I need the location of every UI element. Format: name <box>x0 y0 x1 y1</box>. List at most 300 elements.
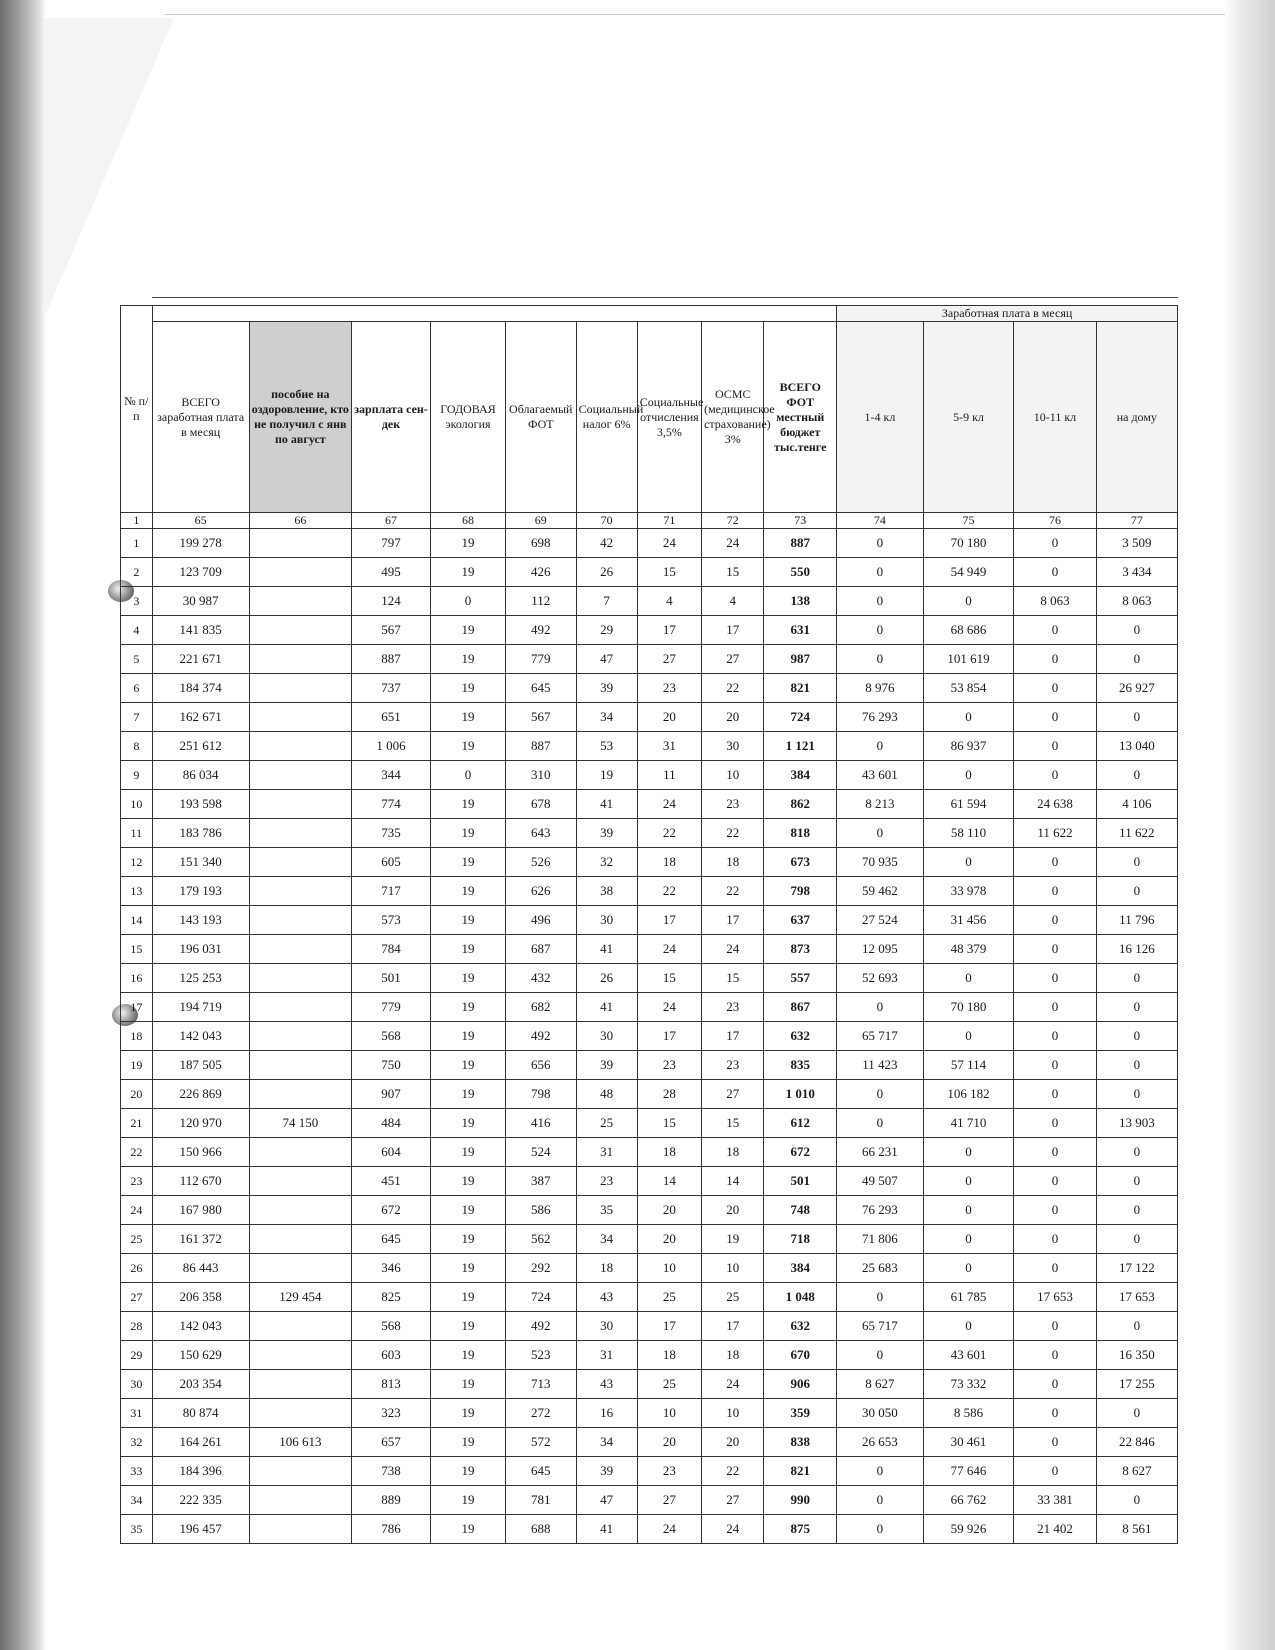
cell-osms: 17 <box>702 616 764 645</box>
cell-total-fot: 501 <box>764 1167 837 1196</box>
cell-annual-ecology: 19 <box>431 703 506 732</box>
col-header-no: № п/п <box>121 306 153 513</box>
table-row <box>121 645 1178 674</box>
cell-taxable-fot: 645 <box>505 1457 576 1486</box>
cell-home: 13 040 <box>1096 732 1177 761</box>
cell-benefit <box>249 1080 351 1109</box>
cell-grades-5-9: 0 <box>923 1254 1014 1283</box>
cell-home: 26 927 <box>1096 674 1177 703</box>
cell-social-tax: 43 <box>576 1283 637 1312</box>
cell-social-tax: 39 <box>576 819 637 848</box>
cell-row-no: 11 <box>121 819 153 848</box>
cell-social-tax: 32 <box>576 848 637 877</box>
cell-osms: 24 <box>702 935 764 964</box>
cell-benefit <box>249 790 351 819</box>
cell-home: 3 434 <box>1096 558 1177 587</box>
cell-benefit <box>249 1486 351 1515</box>
cell-benefit <box>249 1399 351 1428</box>
cell-grades-10-11: 33 381 <box>1014 1486 1096 1515</box>
cell-benefit <box>249 558 351 587</box>
cell-home: 3 509 <box>1096 529 1177 558</box>
cell-taxable-fot: 798 <box>505 1080 576 1109</box>
cell-benefit <box>249 935 351 964</box>
cell-grades-1-4: 65 717 <box>837 1312 923 1341</box>
table-row <box>121 558 1178 587</box>
cell-home: 17 255 <box>1096 1370 1177 1399</box>
col-header-taxable-fot: Облагаемый ФОТ <box>505 322 576 513</box>
cell-total-salary: 183 786 <box>152 819 249 848</box>
cell-social-tax: 18 <box>576 1254 637 1283</box>
cell-social-contrib: 31 <box>637 732 701 761</box>
cell-taxable-fot: 567 <box>505 703 576 732</box>
cell-grades-10-11: 0 <box>1014 732 1096 761</box>
cell-grades-1-4: 66 231 <box>837 1138 923 1167</box>
cell-home: 4 106 <box>1096 790 1177 819</box>
cell-social-contrib: 27 <box>637 645 701 674</box>
col-header-grades-10-11: 10-11 кл <box>1014 322 1096 513</box>
cell-taxable-fot: 562 <box>505 1225 576 1254</box>
cell-total-salary: 222 335 <box>152 1486 249 1515</box>
cell-taxable-fot: 645 <box>505 674 576 703</box>
cell-taxable-fot: 272 <box>505 1399 576 1428</box>
cell-grades-1-4: 0 <box>837 587 923 616</box>
cell-total-salary: 30 987 <box>152 587 249 616</box>
cell-osms: 10 <box>702 761 764 790</box>
cell-annual-ecology: 19 <box>431 848 506 877</box>
cell-social-contrib: 20 <box>637 1428 701 1457</box>
cell-salary-sep-dec: 568 <box>351 1022 430 1051</box>
cell-benefit <box>249 645 351 674</box>
cell-grades-5-9: 73 332 <box>923 1370 1014 1399</box>
cell-row-no: 6 <box>121 674 153 703</box>
column-number-row <box>121 513 1178 529</box>
cell-osms: 18 <box>702 1138 764 1167</box>
cell-total-fot: 670 <box>764 1341 837 1370</box>
table-row <box>121 819 1178 848</box>
page-fold-corner <box>44 18 174 318</box>
cell-osms: 22 <box>702 877 764 906</box>
cell-row-no: 8 <box>121 732 153 761</box>
cell-total-fot: 1 010 <box>764 1080 837 1109</box>
table-row <box>121 1080 1178 1109</box>
cell-taxable-fot: 492 <box>505 616 576 645</box>
cell-social-contrib: 24 <box>637 993 701 1022</box>
cell-salary-sep-dec: 605 <box>351 848 430 877</box>
cell-row-no: 28 <box>121 1312 153 1341</box>
cell-grades-10-11: 11 622 <box>1014 819 1096 848</box>
cell-home: 13 903 <box>1096 1109 1177 1138</box>
cell-annual-ecology: 19 <box>431 993 506 1022</box>
cell-taxable-fot: 112 <box>505 587 576 616</box>
cell-grades-5-9: 57 114 <box>923 1051 1014 1080</box>
cell-total-salary: 120 970 <box>152 1109 249 1138</box>
cell-benefit <box>249 674 351 703</box>
cell-social-contrib: 17 <box>637 906 701 935</box>
cell-salary-sep-dec: 717 <box>351 877 430 906</box>
cell-grades-1-4: 0 <box>837 819 923 848</box>
cell-taxable-fot: 586 <box>505 1196 576 1225</box>
cell-grades-10-11: 0 <box>1014 1196 1096 1225</box>
cell-total-salary: 193 598 <box>152 790 249 819</box>
cell-grades-1-4: 76 293 <box>837 1196 923 1225</box>
cell-grades-10-11: 0 <box>1014 761 1096 790</box>
cell-salary-sep-dec: 738 <box>351 1457 430 1486</box>
cell-row-no: 29 <box>121 1341 153 1370</box>
cell-taxable-fot: 643 <box>505 819 576 848</box>
cell-social-contrib: 4 <box>637 587 701 616</box>
col-header-annual-ecology: ГОДОВАЯ экология <box>431 322 506 513</box>
cell-grades-1-4: 12 095 <box>837 935 923 964</box>
table-row <box>121 1486 1178 1515</box>
cell-grades-1-4: 0 <box>837 1457 923 1486</box>
cell-row-no: 18 <box>121 1022 153 1051</box>
cell-annual-ecology: 19 <box>431 906 506 935</box>
header-blank-group <box>152 306 837 322</box>
cell-annual-ecology: 0 <box>431 587 506 616</box>
column-number: 70 <box>576 513 637 529</box>
cell-total-fot: 875 <box>764 1515 837 1544</box>
cell-home: 0 <box>1096 1486 1177 1515</box>
cell-taxable-fot: 781 <box>505 1486 576 1515</box>
col-header-benefit: пособие на оздоровление, кто не получил с янв по август <box>249 322 351 513</box>
cell-taxable-fot: 626 <box>505 877 576 906</box>
cell-social-tax: 53 <box>576 732 637 761</box>
cell-social-tax: 26 <box>576 558 637 587</box>
cell-row-no: 20 <box>121 1080 153 1109</box>
cell-total-fot: 637 <box>764 906 837 935</box>
cell-taxable-fot: 387 <box>505 1167 576 1196</box>
cell-home: 0 <box>1096 877 1177 906</box>
cell-row-no: 35 <box>121 1515 153 1544</box>
cell-social-tax: 34 <box>576 1225 637 1254</box>
cell-social-contrib: 24 <box>637 529 701 558</box>
cell-annual-ecology: 19 <box>431 1370 506 1399</box>
cell-benefit <box>249 1370 351 1399</box>
salary-table <box>120 305 1178 1544</box>
table-row <box>121 1341 1178 1370</box>
cell-grades-1-4: 8 627 <box>837 1370 923 1399</box>
cell-osms: 15 <box>702 558 764 587</box>
cell-taxable-fot: 526 <box>505 848 576 877</box>
column-number: 75 <box>923 513 1014 529</box>
cell-social-tax: 41 <box>576 1515 637 1544</box>
cell-taxable-fot: 656 <box>505 1051 576 1080</box>
cell-annual-ecology: 19 <box>431 1138 506 1167</box>
cell-home: 0 <box>1096 1138 1177 1167</box>
cell-grades-5-9: 31 456 <box>923 906 1014 935</box>
cell-social-tax: 30 <box>576 1312 637 1341</box>
table-row <box>121 1370 1178 1399</box>
cell-row-no: 30 <box>121 1370 153 1399</box>
cell-row-no: 15 <box>121 935 153 964</box>
cell-annual-ecology: 19 <box>431 1167 506 1196</box>
cell-grades-5-9: 66 762 <box>923 1486 1014 1515</box>
cell-taxable-fot: 524 <box>505 1138 576 1167</box>
cell-osms: 24 <box>702 529 764 558</box>
cell-total-fot: 906 <box>764 1370 837 1399</box>
cell-benefit: 106 613 <box>249 1428 351 1457</box>
salary-table-container <box>120 305 1178 1544</box>
cell-grades-5-9: 0 <box>923 761 1014 790</box>
cell-annual-ecology: 19 <box>431 645 506 674</box>
cell-total-salary: 194 719 <box>152 993 249 1022</box>
cell-osms: 17 <box>702 1022 764 1051</box>
cell-total-fot: 384 <box>764 1254 837 1283</box>
cell-taxable-fot: 572 <box>505 1428 576 1457</box>
cell-social-tax: 23 <box>576 1167 637 1196</box>
cell-total-fot: 867 <box>764 993 837 1022</box>
cell-osms: 22 <box>702 674 764 703</box>
cell-grades-10-11: 21 402 <box>1014 1515 1096 1544</box>
cell-grades-1-4: 43 601 <box>837 761 923 790</box>
cell-grades-5-9: 30 461 <box>923 1428 1014 1457</box>
cell-total-salary: 221 671 <box>152 645 249 674</box>
cell-grades-10-11: 0 <box>1014 848 1096 877</box>
cell-grades-10-11: 0 <box>1014 877 1096 906</box>
cell-row-no: 9 <box>121 761 153 790</box>
cell-row-no: 23 <box>121 1167 153 1196</box>
cell-annual-ecology: 19 <box>431 1341 506 1370</box>
cell-social-contrib: 23 <box>637 1457 701 1486</box>
cell-benefit <box>249 877 351 906</box>
column-number: 72 <box>702 513 764 529</box>
cell-total-salary: 143 193 <box>152 906 249 935</box>
cell-grades-5-9: 0 <box>923 1138 1014 1167</box>
cell-social-contrib: 15 <box>637 1109 701 1138</box>
cell-salary-sep-dec: 568 <box>351 1312 430 1341</box>
cell-social-tax: 41 <box>576 993 637 1022</box>
cell-total-salary: 164 261 <box>152 1428 249 1457</box>
table-row <box>121 1515 1178 1544</box>
cell-grades-5-9: 41 710 <box>923 1109 1014 1138</box>
cell-total-fot: 718 <box>764 1225 837 1254</box>
cell-row-no: 10 <box>121 790 153 819</box>
cell-total-salary: 206 358 <box>152 1283 249 1312</box>
cell-total-fot: 672 <box>764 1138 837 1167</box>
cell-home: 0 <box>1096 761 1177 790</box>
cell-grades-1-4: 0 <box>837 1486 923 1515</box>
cell-taxable-fot: 292 <box>505 1254 576 1283</box>
cell-salary-sep-dec: 346 <box>351 1254 430 1283</box>
cell-osms: 17 <box>702 1312 764 1341</box>
cell-annual-ecology: 19 <box>431 674 506 703</box>
cell-total-salary: 142 043 <box>152 1022 249 1051</box>
cell-social-contrib: 24 <box>637 1515 701 1544</box>
cell-social-tax: 35 <box>576 1196 637 1225</box>
table-row <box>121 993 1178 1022</box>
cell-osms: 27 <box>702 645 764 674</box>
cell-osms: 23 <box>702 1051 764 1080</box>
cell-osms: 25 <box>702 1283 764 1312</box>
cell-grades-10-11: 0 <box>1014 1022 1096 1051</box>
cell-grades-10-11: 0 <box>1014 1312 1096 1341</box>
cell-grades-5-9: 54 949 <box>923 558 1014 587</box>
cell-grades-1-4: 0 <box>837 1341 923 1370</box>
cell-social-contrib: 20 <box>637 1196 701 1225</box>
cell-benefit: 74 150 <box>249 1109 351 1138</box>
cell-social-tax: 41 <box>576 935 637 964</box>
table-row <box>121 1051 1178 1080</box>
cell-grades-5-9: 33 978 <box>923 877 1014 906</box>
cell-taxable-fot: 492 <box>505 1312 576 1341</box>
cell-grades-10-11: 0 <box>1014 1399 1096 1428</box>
cell-osms: 18 <box>702 1341 764 1370</box>
cell-grades-10-11: 8 063 <box>1014 587 1096 616</box>
col-header-salary-sep-dec: зарплата сен-дек <box>351 322 430 513</box>
cell-grades-10-11: 0 <box>1014 645 1096 674</box>
cell-salary-sep-dec: 735 <box>351 819 430 848</box>
cell-row-no: 7 <box>121 703 153 732</box>
cell-benefit: 129 454 <box>249 1283 351 1312</box>
cell-total-salary: 125 253 <box>152 964 249 993</box>
table-row <box>121 1457 1178 1486</box>
cell-benefit <box>249 1457 351 1486</box>
cell-total-salary: 203 354 <box>152 1370 249 1399</box>
cell-home: 17 653 <box>1096 1283 1177 1312</box>
cell-total-fot: 748 <box>764 1196 837 1225</box>
cell-row-no: 5 <box>121 645 153 674</box>
cell-osms: 24 <box>702 1515 764 1544</box>
cell-osms: 22 <box>702 819 764 848</box>
cell-osms: 27 <box>702 1080 764 1109</box>
col-header-grades-5-9: 5-9 кл <box>923 322 1014 513</box>
col-header-total-fot: ВСЕГО ФОТ местный бюджет тыс.тенге <box>764 322 837 513</box>
cell-social-tax: 39 <box>576 674 637 703</box>
cell-grades-5-9: 0 <box>923 1196 1014 1225</box>
scan-left-shadow <box>0 0 46 1650</box>
cell-taxable-fot: 416 <box>505 1109 576 1138</box>
cell-grades-5-9: 86 937 <box>923 732 1014 761</box>
cell-salary-sep-dec: 779 <box>351 993 430 1022</box>
table-row <box>121 848 1178 877</box>
cell-annual-ecology: 19 <box>431 935 506 964</box>
table-row <box>121 1283 1178 1312</box>
cell-grades-5-9: 43 601 <box>923 1341 1014 1370</box>
scan-right-edge <box>1223 0 1275 1650</box>
cell-osms: 20 <box>702 1196 764 1225</box>
cell-annual-ecology: 19 <box>431 1283 506 1312</box>
table-row <box>121 1428 1178 1457</box>
cell-social-contrib: 14 <box>637 1167 701 1196</box>
table-row <box>121 732 1178 761</box>
table-row <box>121 616 1178 645</box>
cell-salary-sep-dec: 1 006 <box>351 732 430 761</box>
cell-grades-1-4: 0 <box>837 558 923 587</box>
cell-grades-10-11: 0 <box>1014 993 1096 1022</box>
cell-total-salary: 150 629 <box>152 1341 249 1370</box>
cell-row-no: 21 <box>121 1109 153 1138</box>
cell-row-no: 31 <box>121 1399 153 1428</box>
cell-social-tax: 25 <box>576 1109 637 1138</box>
cell-home: 0 <box>1096 1225 1177 1254</box>
cell-home: 0 <box>1096 616 1177 645</box>
cell-grades-10-11: 0 <box>1014 616 1096 645</box>
cell-osms: 10 <box>702 1254 764 1283</box>
cell-social-tax: 48 <box>576 1080 637 1109</box>
cell-salary-sep-dec: 573 <box>351 906 430 935</box>
cell-grades-10-11: 0 <box>1014 1254 1096 1283</box>
cell-annual-ecology: 19 <box>431 1457 506 1486</box>
cell-salary-sep-dec: 501 <box>351 964 430 993</box>
cell-total-salary: 199 278 <box>152 529 249 558</box>
cell-social-contrib: 22 <box>637 877 701 906</box>
cell-grades-1-4: 65 717 <box>837 1022 923 1051</box>
cell-benefit <box>249 616 351 645</box>
cell-social-contrib: 23 <box>637 1051 701 1080</box>
cell-total-fot: 1 121 <box>764 732 837 761</box>
cell-grades-10-11: 0 <box>1014 703 1096 732</box>
cell-total-fot: 632 <box>764 1312 837 1341</box>
column-number: 1 <box>121 513 153 529</box>
cell-grades-1-4: 70 935 <box>837 848 923 877</box>
cell-total-fot: 724 <box>764 703 837 732</box>
cell-grades-1-4: 49 507 <box>837 1167 923 1196</box>
col-header-osms: ОСМС (медицинское страхование) 3% <box>702 322 764 513</box>
cell-home: 0 <box>1096 993 1177 1022</box>
cell-social-tax: 39 <box>576 1051 637 1080</box>
cell-salary-sep-dec: 495 <box>351 558 430 587</box>
cell-grades-10-11: 0 <box>1014 529 1096 558</box>
cell-social-contrib: 17 <box>637 1312 701 1341</box>
cell-salary-sep-dec: 344 <box>351 761 430 790</box>
cell-grades-5-9: 68 686 <box>923 616 1014 645</box>
column-number: 67 <box>351 513 430 529</box>
cell-grades-1-4: 0 <box>837 616 923 645</box>
cell-row-no: 17 <box>121 993 153 1022</box>
cell-annual-ecology: 19 <box>431 529 506 558</box>
cell-social-contrib: 15 <box>637 558 701 587</box>
cell-annual-ecology: 19 <box>431 616 506 645</box>
cell-taxable-fot: 426 <box>505 558 576 587</box>
cell-social-tax: 34 <box>576 703 637 732</box>
cell-salary-sep-dec: 813 <box>351 1370 430 1399</box>
cell-osms: 15 <box>702 964 764 993</box>
cell-salary-sep-dec: 774 <box>351 790 430 819</box>
cell-social-contrib: 20 <box>637 703 701 732</box>
cell-row-no: 25 <box>121 1225 153 1254</box>
cell-taxable-fot: 698 <box>505 529 576 558</box>
cell-grades-1-4: 71 806 <box>837 1225 923 1254</box>
cell-osms: 4 <box>702 587 764 616</box>
cell-salary-sep-dec: 672 <box>351 1196 430 1225</box>
table-row <box>121 1225 1178 1254</box>
cell-osms: 19 <box>702 1225 764 1254</box>
cell-total-fot: 631 <box>764 616 837 645</box>
cell-social-tax: 43 <box>576 1370 637 1399</box>
cell-home: 8 627 <box>1096 1457 1177 1486</box>
cell-social-contrib: 28 <box>637 1080 701 1109</box>
cell-home: 0 <box>1096 703 1177 732</box>
cell-salary-sep-dec: 737 <box>351 674 430 703</box>
cell-social-contrib: 10 <box>637 1399 701 1428</box>
column-number: 74 <box>837 513 923 529</box>
cell-total-fot: 818 <box>764 819 837 848</box>
cell-grades-1-4: 0 <box>837 1080 923 1109</box>
cell-annual-ecology: 19 <box>431 1399 506 1428</box>
table-row <box>121 964 1178 993</box>
cell-annual-ecology: 19 <box>431 1051 506 1080</box>
cell-total-fot: 1 048 <box>764 1283 837 1312</box>
cell-benefit <box>249 1051 351 1080</box>
cell-total-fot: 990 <box>764 1486 837 1515</box>
cell-total-salary: 187 505 <box>152 1051 249 1080</box>
cell-social-tax: 26 <box>576 964 637 993</box>
cell-home: 0 <box>1096 1399 1177 1428</box>
cell-salary-sep-dec: 797 <box>351 529 430 558</box>
cell-total-fot: 673 <box>764 848 837 877</box>
cell-benefit <box>249 703 351 732</box>
cell-annual-ecology: 19 <box>431 964 506 993</box>
